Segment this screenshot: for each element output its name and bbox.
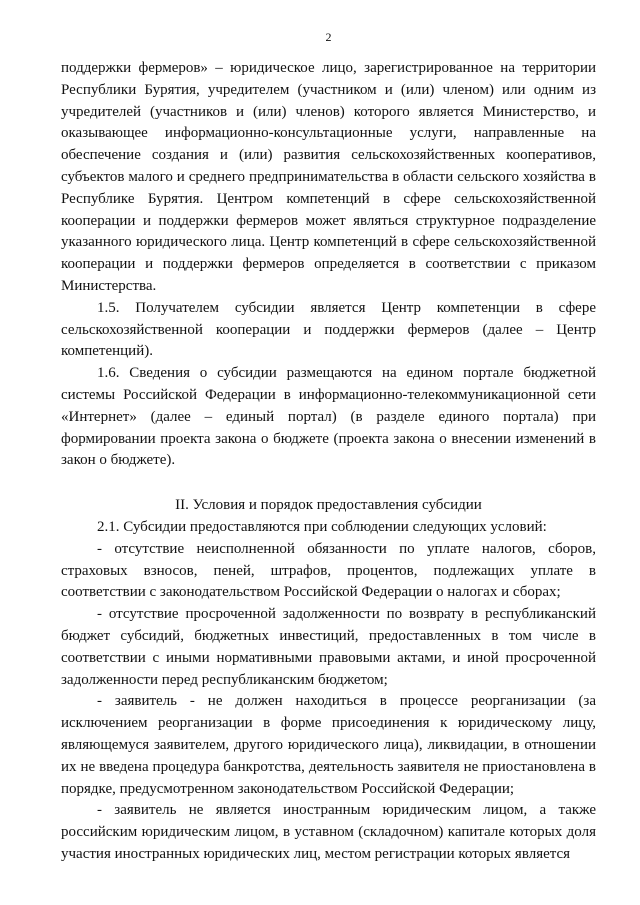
paragraph-1-5: 1.5. Получателем субсидии является Центр компетенции в сфере сельскохозяйственной кооперации и поддержки фермеров (далее – Центр компетенций). bbox=[61, 299, 596, 360]
paragraph-centre-definition: поддержки фермеров» – юридическое лицо, зарегистрированное на территории Республики Бурятия, учредителем (участником и (или) членом) или одним из учредителей (участников и (или) членов) которого является Министерство, и оказывающее информационно-консультационные услуги, направленные на обеспечение создания и (или) развития сельскохозяйственных кооперативов, субъектов малого и среднего предпринимательства в области сельского хозяйства в Республике Бурятия. Центром компетенций в сфере сельскохозяйственной кооперации и поддержки фермеров может являться структурное подразделение указанного юридического лица. Центр компетенций в сфере сельскохозяйственной кооперации и поддержки фермеров определяется в соответствии с приказом Министерства. bbox=[61, 60, 596, 294]
section-heading: II. Условия и порядок предоставления субсидии bbox=[175, 497, 482, 514]
paragraph-1-6: 1.6. Сведения о субсидии размещаются на едином портале бюджетной системы Российской Федерации в информационно-телекоммуникационной сети «Интернет» (далее – единый портал) (в разделе единого портала) при формировании проекта закона о бюджете (проекта закона о внесении изменений в закон о бюджете). bbox=[61, 365, 596, 469]
condition-item-taxes: - отсутствие неисполненной обязанности по уплате налогов, сборов, страховых взносов, пеней, штрафов, процентов, подлежащих уплате в соответствии с законодательством Российской Федерации о налогах и сборах; bbox=[61, 540, 596, 601]
condition-item-reorganization: - заявитель - не должен находиться в процессе реорганизации (за исключением реорганизации в форме присоединения к юридическому лицу, являющемуся заявителем, другого юридического лица), ликвидации, в отношении их не введена процедура банкротства, деятельность заявителя не приостановлена в порядке, предусмотренном законодательством Российской Федерации; bbox=[61, 693, 596, 797]
condition-item-foreign-entity: - заявитель не является иностранным юридическим лицом, а также российским юридическим лицом, в уставном (складочном) капитале которых доля участия иностранных юридических лиц, местом регистрации которых является bbox=[61, 802, 596, 862]
condition-item-debts: - отсутствие просроченной задолженности по возврату в республиканский бюджет субсидий, бюджетных инвестиций, предоставленных в том числе в соответствии с иными нормативными правовыми актами, и иной просроченной задолженности перед республиканским бюджетом; bbox=[61, 606, 596, 688]
page-number: 2 bbox=[325, 30, 332, 44]
document-body bbox=[61, 58, 596, 866]
paragraph-2-1: 2.1. Субсидии предоставляются при соблюдении следующих условий: bbox=[97, 518, 547, 535]
